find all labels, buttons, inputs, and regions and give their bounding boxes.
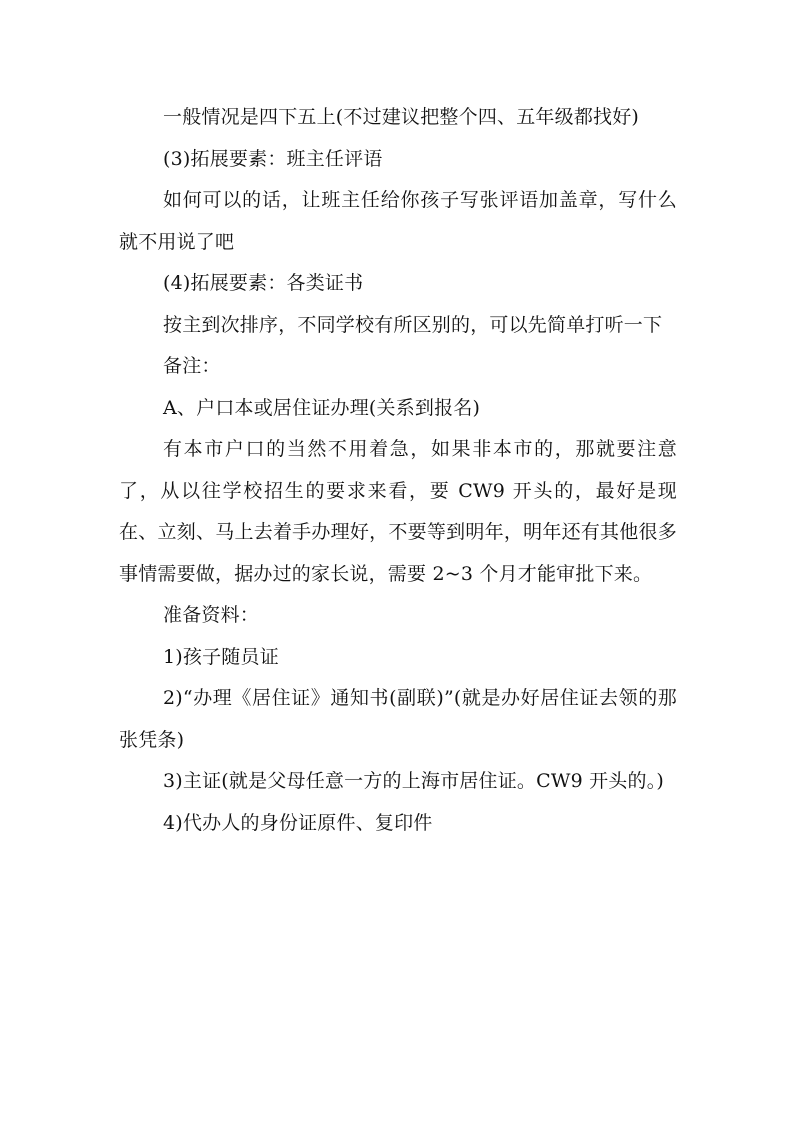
- document-body: [119, 97, 677, 844]
- material-item-3: 3)主证(就是父母任意一方的上海市居住证。CW9 开头的。): [163, 770, 665, 792]
- paragraph-certificates: 按主到次排序，不同学校有所区别的，可以先简单打听一下: [163, 313, 663, 336]
- material-item-4: 4)代办人的身份证原件、复印件: [163, 811, 433, 834]
- heading-residence-permit: A、户口本或居住证办理(关系到报名): [163, 396, 481, 419]
- paragraph-teacher-comment: 如何可以的话，让班主任给你孩子写张评语加盖章，写什么就不用说了吧: [119, 189, 677, 253]
- paragraph-residence-permit: 有本市户口的当然不用着急，如果非本市的，那就要注意了，从以往学校招生的要求来看，要 CW9 开头的，最好是现在、立刻、马上去着手办理好，不要等到明年，明年还有其他很多事情需要做，据办过的家长说，需要 2~3 个月才能审批下来。: [119, 438, 677, 585]
- heading-certificates: (4)拓展要素：各类证书: [163, 272, 364, 294]
- material-item-1: 1)孩子随员证: [163, 645, 279, 668]
- heading-teacher-comment: (3)拓展要素：班主任评语: [163, 147, 383, 170]
- material-item-2: 2)“办理《居住证》通知书(副联)”(就是办好居住证去领的那张凭条): [119, 687, 677, 751]
- note-label: 备注：: [163, 355, 221, 377]
- paragraph-grade-range: 一般情况是四下五上(不过建议把整个四、五年级都找好): [163, 106, 640, 128]
- materials-label: 准备资料：: [163, 604, 260, 626]
